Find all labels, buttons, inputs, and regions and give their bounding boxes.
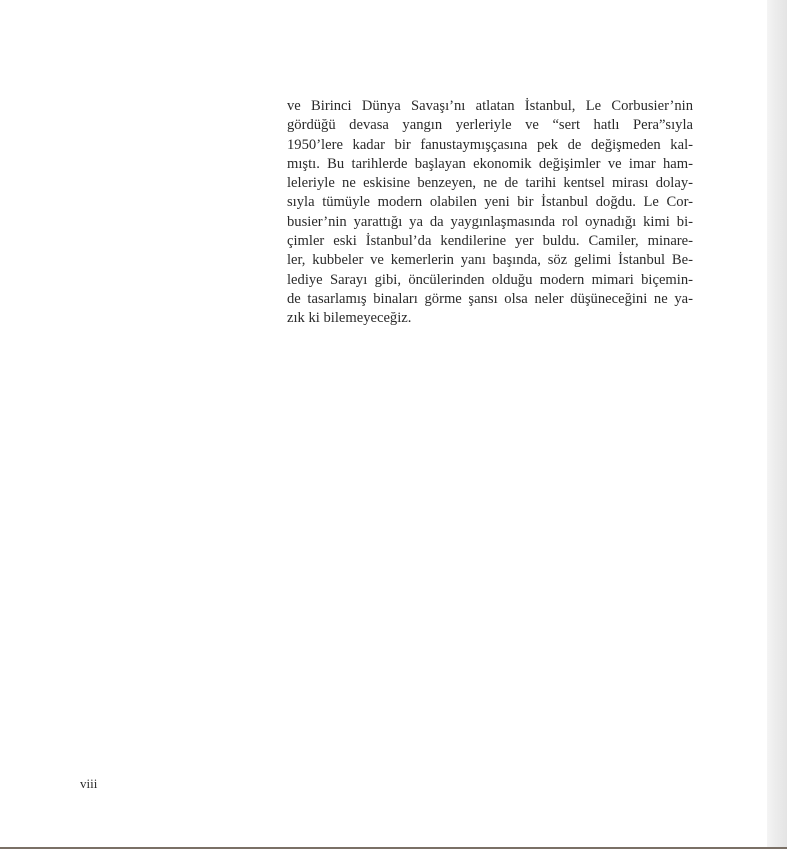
paragraph-line: sıyla tümüyle modern olabilen yeni bir İstanbul doğdu. Le Cor- — [287, 194, 693, 211]
paragraph-line: 1950’lere kadar bir fanustaymışçasına pek de değişmeden kal- — [287, 136, 693, 153]
page-number: viii — [80, 776, 98, 791]
body-paragraph — [287, 97, 693, 329]
paragraph-line: leleriyle ne eskisine benzeyen, ne de tarihi kentsel mirası dolay- — [287, 175, 693, 192]
paragraph-line: gördüğü devasa yangın yerleriyle ve “sert hatlı Pera”sıyla — [287, 117, 693, 134]
paragraph-line: busier’nin yarattığı ya da yaygınlaşmasında rol oynadığı kimi bi- — [287, 213, 693, 230]
paragraph-line: zık ki bilemeyeceğiz. — [287, 310, 412, 327]
paragraph-line: çimler eski İstanbul’da kendilerine yer buldu. Camiler, minare- — [287, 233, 693, 250]
paragraph-line: mıştı. Bu tarihlerde başlayan ekonomik değişimler ve imar ham- — [287, 155, 693, 172]
paragraph-line: de tasarlamış binaları görme şansı olsa neler düşüneceğini ne ya- — [287, 290, 693, 307]
paragraph-line: ve Birinci Dünya Savaşı’nı atlatan İstanbul, Le Corbusier’nin — [287, 98, 693, 114]
paragraph-line: lediye Sarayı gibi, öncülerinden olduğu modern mimari biçemin- — [287, 271, 693, 288]
page-edge-shadow — [767, 0, 787, 849]
paragraph-line: ler, kubbeler ve kemerlerin yanı başında, söz gelimi İstanbul Be- — [287, 252, 693, 269]
